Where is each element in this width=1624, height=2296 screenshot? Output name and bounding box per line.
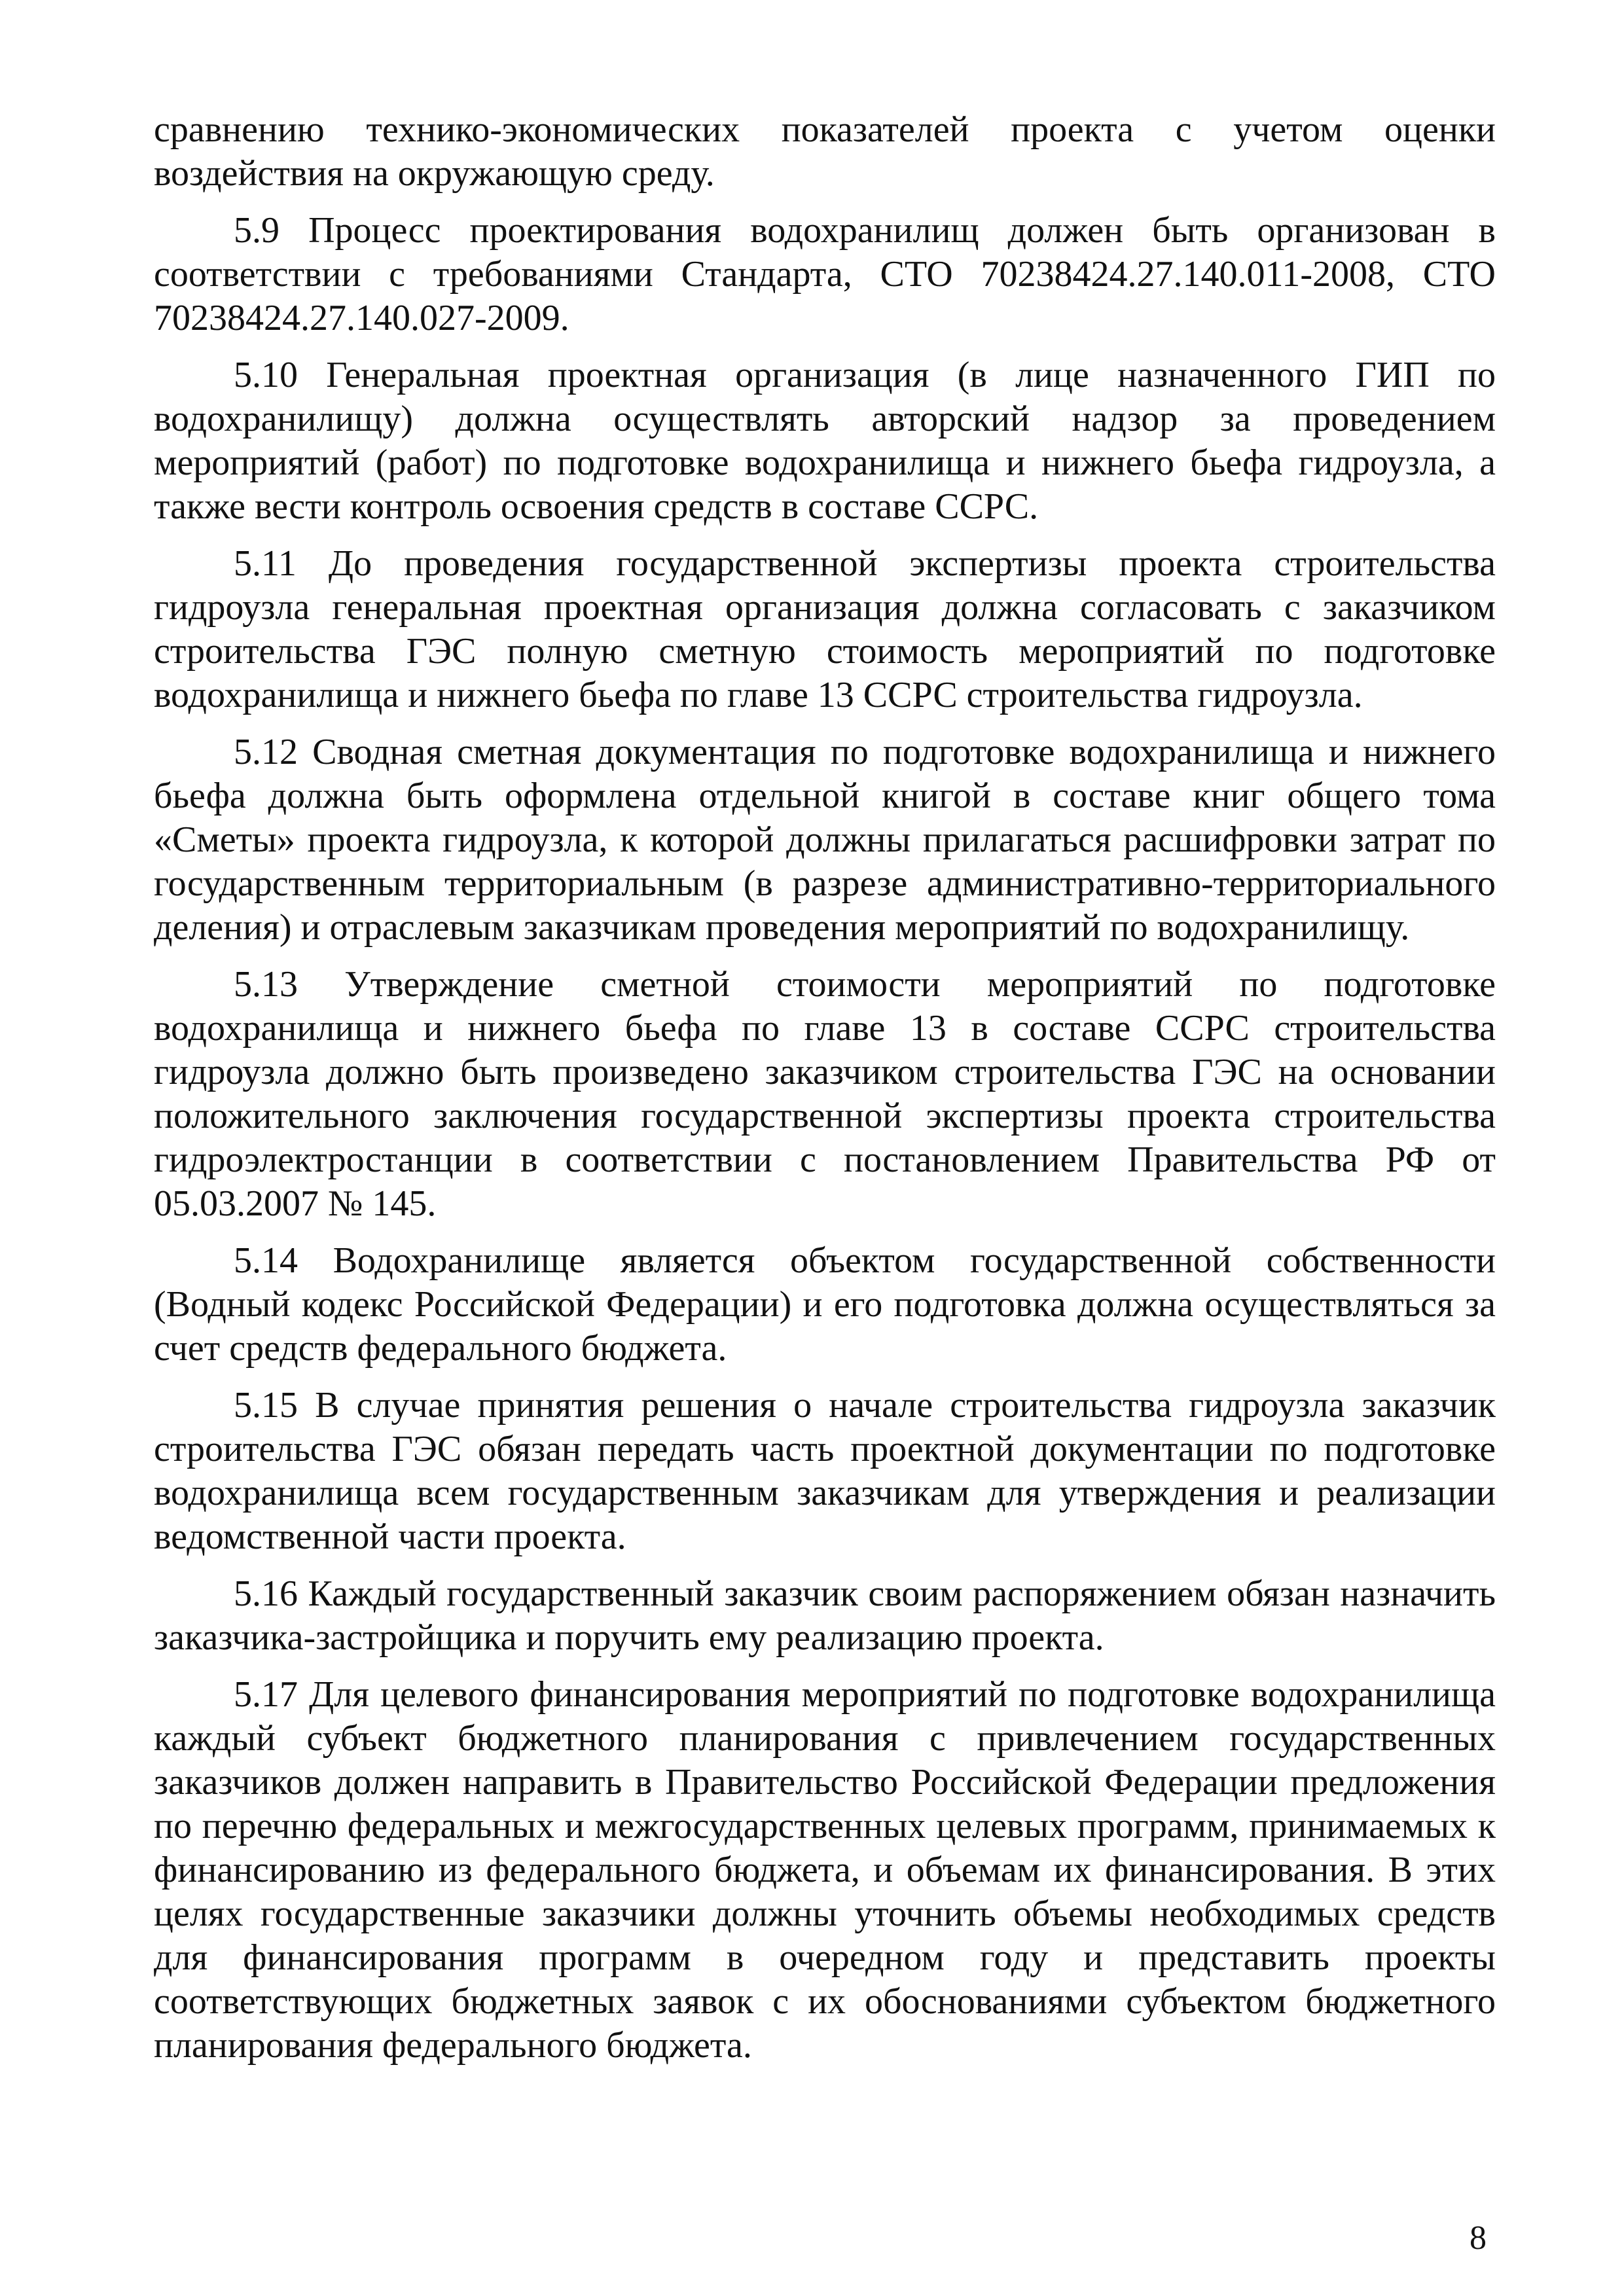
paragraph-5-17: 5.17 Для целевого финансирования мероприятий по подготовке водохранилища каждый субъект бюджетного планирования с привлечением государственных заказчиков должен направить в Правительство Российской Федерации предложения по перечню федеральных и межгосударственных целевых программ, принимаемых к финансированию из федерального бюджета, и объемам их финансирования. В этих целях государственные заказчики должны уточнить объемы необходимых средств для финансирования программ в очередном году и представить проекты соответствующих бюджетных заявок с их обоснованиями субъектом бюджетного планирования федерального бюджета. [154,1674,1496,2066]
paragraph-5-16: 5.16 Каждый государственный заказчик своим распоряжением обязан назначить заказчика-застройщика и поручить ему реализацию проекта. [154,1573,1496,1658]
paragraph-5-9: 5.9 Процесс проектирования водохранилищ должен быть организован в соответствии с требованиями Стандарта, СТО 70238424.27.140.011-2008, СТО 70238424.27.140.027-2009. [154,210,1496,338]
document-page [154,108,1496,2081]
paragraph-5-15: 5.15 В случае принятия решения о начале строительства гидроузла заказчик строительства ГЭС обязан передать часть проектной документации по подготовке водохранилища всем государственным заказчикам для утверждения и реализации ведомственной части проекта. [154,1385,1496,1557]
paragraph-5-12: 5.12 Сводная сметная документация по подготовке водохранилища и нижнего бьефа должна быть оформлена отдельной книгой в составе книг общего тома «Сметы» проекта гидроузла, к которой должны прилагаться расшифровки затрат по государственным территориальным (в разрезе административно-территориального деления) и отраслевым заказчикам проведения мероприятий по водохранилищу. [154,732,1496,948]
paragraph-5-14: 5.14 Водохранилище является объектом государственной собственности (Водный кодекс Российской Федерации) и его подготовка должна осуществляться за счет средств федерального бюджета. [154,1240,1496,1369]
page-number: 8 [1470,2219,1487,2257]
paragraph-continuation: сравнению технико-экономических показателей проекта с учетом оценки воздействия на окружающую среду. [154,109,1496,194]
paragraph-5-13: 5.13 Утверждение сметной стоимости мероприятий по подготовке водохранилища и нижнего бьефа по главе 13 в составе ССРС строительства гидроузла должно быть произведено заказчиком строительства ГЭС на основании положительного заключения государственной экспертизы проекта строительства гидроэлектростанции в соответствии с постановлением Правительства РФ от 05.03.2007 № 145. [154,964,1496,1224]
paragraph-5-11: 5.11 До проведения государственной экспертизы проекта строительства гидроузла генеральная проектная организация должна согласовать с заказчиком строительства ГЭС полную сметную стоимость мероприятий по подготовке водохранилища и нижнего бьефа по главе 13 ССРС строительства гидроузла. [154,543,1496,715]
paragraph-5-10: 5.10 Генеральная проектная организация (в лице назначенного ГИП по водохранилищу) должна осуществлять авторский надзор за проведением мероприятий (работ) по подготовке водохранилища и нижнего бьефа гидроузла, а также вести контроль освоения средств в составе ССРС. [154,355,1496,527]
